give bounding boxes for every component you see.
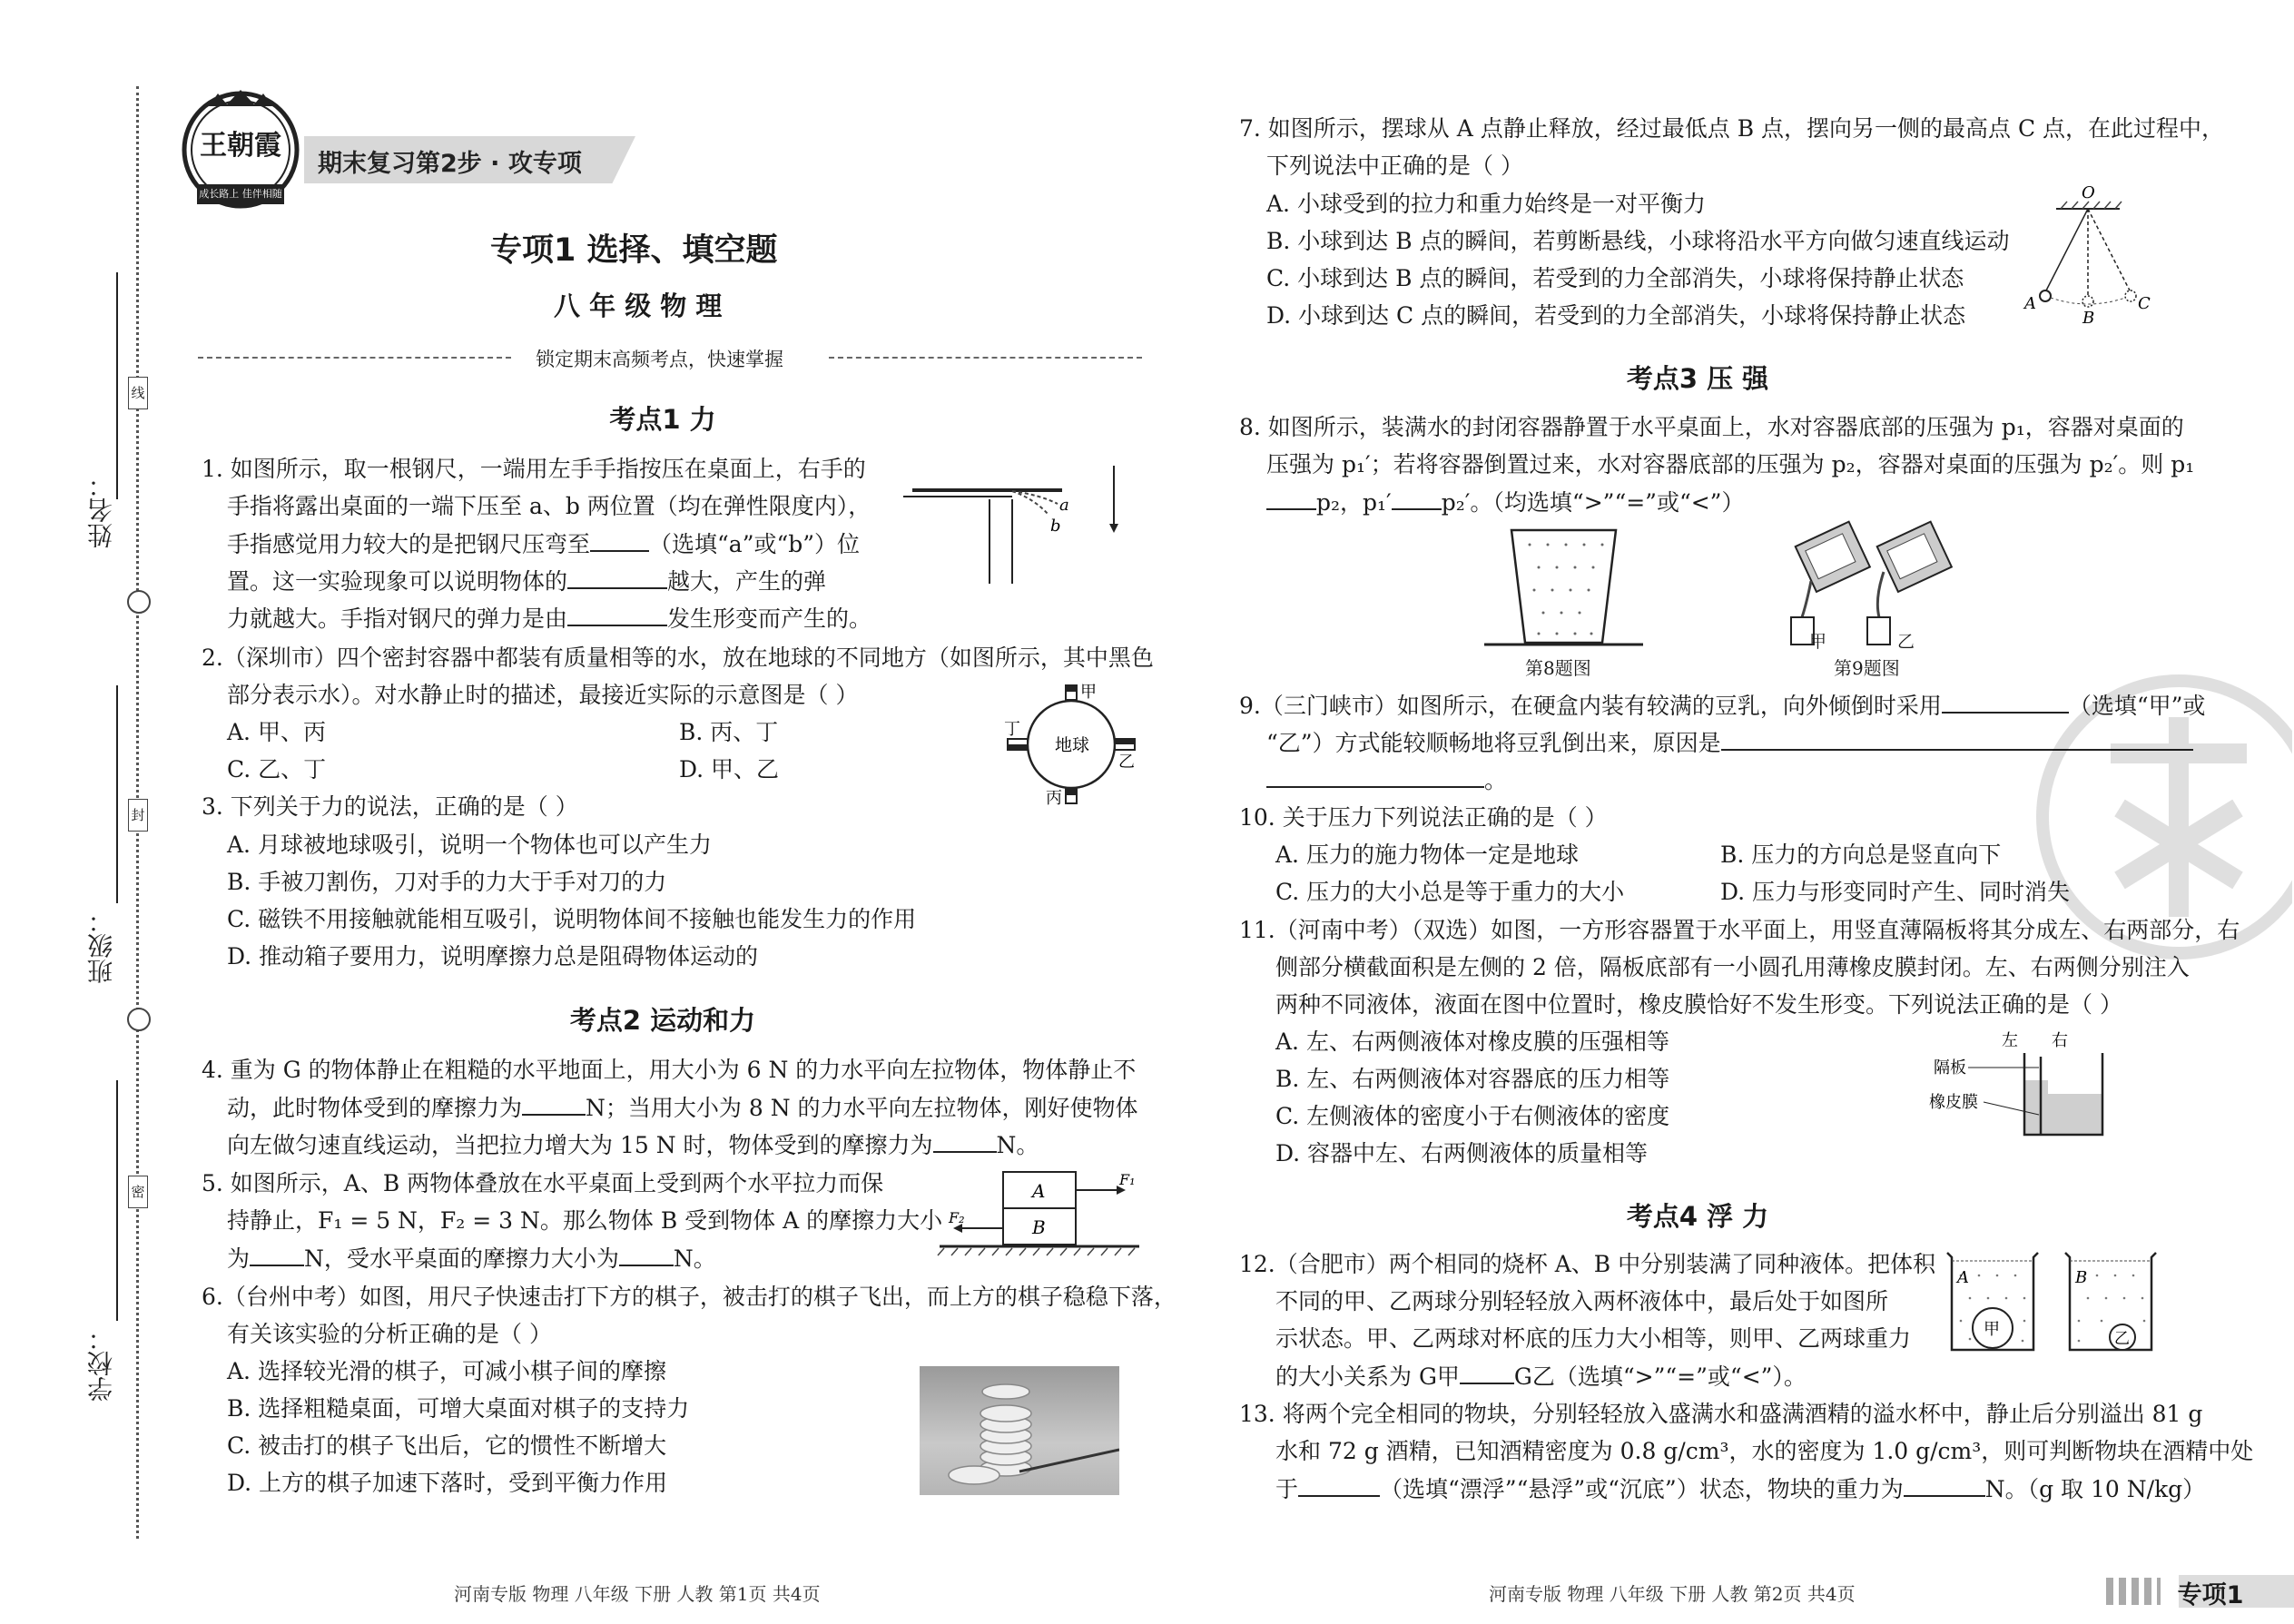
q9-label-yi: 乙: [1897, 632, 1915, 652]
point-o-label: O: [2082, 183, 2095, 202]
q10-line1: 10. 关于压力下列说法正确的是（ ）: [1239, 804, 1608, 831]
footer-tag-marks: [2106, 1578, 2161, 1605]
banner-text: 期末复习第2步 · 攻专项: [318, 150, 582, 178]
q9-line2: “乙”）方式能较顺畅地将豆乳倒出来，原因是: [1266, 723, 2193, 762]
beaker-b-label: B: [2075, 1268, 2088, 1287]
q6-option-b[interactable]: B. 选择粗糙桌面，可增大桌面对棋子的支持力: [227, 1395, 690, 1422]
q13-line2: 水和 72 g 酒精，已知酒精密度为 0.8 g/cm³，水的密度为 1.0 g/cm³，则可判断物块在酒精中处: [1275, 1438, 2254, 1464]
q1-line1: 1. 如图所示，取一根钢尺，一端用左手手指按压在桌面上，右手的: [202, 456, 866, 482]
q2-line1: 2.（深圳市）四个密封容器中都装有质量相等的水，放在地球的不同地方（如图所示，其中黑色: [202, 645, 1154, 671]
q7-option-c[interactable]: C. 小球到达 B 点的瞬间，若受到的力全部消失，小球将保持静止状态: [1266, 265, 1964, 291]
q12-line4: 的大小关系为 G甲 G乙（选填“>”“=”或“<”）。: [1275, 1357, 1807, 1395]
page-title: 专项1 选择、填空题: [490, 232, 778, 269]
q9-line1: 9.（三门峡市）如图所示，在硬盒内装有较满的豆乳，向外倾倒时采用 （选填“甲”或: [1239, 686, 2205, 724]
q1-label-b: b: [1050, 517, 1061, 536]
q3-option-d[interactable]: D. 推动箱子要用力，说明摩擦力总是阻碍物体运动的: [227, 943, 759, 969]
footer-tag: 专项1: [2177, 1581, 2244, 1609]
q10-option-d[interactable]: D. 压力与形变同时产生、同时消失: [1720, 879, 2071, 905]
q11-option-b[interactable]: B. 左、右两侧液体对容器底的压力相等: [1275, 1066, 1670, 1092]
section-title-1: 考点1 力: [609, 404, 716, 435]
q5-line3: 为 N，受水平桌面的摩擦力大小为 N。: [227, 1239, 716, 1277]
q12-line2: 不同的甲、乙两球分别轻轻放入两杯液体中，最后处于如图所: [1275, 1288, 1889, 1314]
school-label: 学校：: [86, 1325, 116, 1402]
beaker-a-label: A: [1957, 1268, 1969, 1287]
q1-line2: 手指将露出桌面的一端下压至 a、b 两位置（均在弹性限度内），: [227, 493, 871, 519]
label-bing: 丙: [1046, 789, 1062, 808]
q9-label-jia: 甲: [1809, 632, 1827, 652]
q7-line1: 7. 如图所示，摆球从 A 点静止释放，经过最低点 B 点，摆向另一侧的最高点 C 点，在此过程中，: [1239, 115, 2225, 142]
footer-right: 河南专版 物理 八年级 下册 人教 第2页 共4页: [1489, 1583, 1856, 1605]
point-b-label: B: [2082, 309, 2095, 327]
q11-option-d[interactable]: D. 容器中左、右两侧液体的质量相等: [1275, 1140, 1649, 1166]
q9-figure-caption: 第9题图: [1834, 657, 1900, 679]
cut-mark-mi: 密: [128, 1176, 148, 1208]
school-line: [116, 1080, 118, 1321]
q11-line1: 11.（河南中考）（双选）如图，一方形容器置于水平面上，用竖直薄隔板将其分成左、右两部分，右: [1239, 917, 2240, 943]
q5-line1: 5. 如图所示，A、B 两物体叠放在水平桌面上受到两个水平拉力而保: [202, 1170, 884, 1196]
q6-chess-photo: [920, 1366, 1119, 1495]
q6-line1: 6.（台州中考）如图，用尺子快速击打下方的棋子，被击打的棋子飞出，而上方的棋子稳稳下落，: [202, 1284, 1177, 1310]
q6-option-c[interactable]: C. 被击打的棋子飞出后，它的惯性不断增大: [227, 1432, 667, 1459]
label-ding: 丁: [1004, 720, 1020, 739]
q9-line3: 。: [1266, 761, 1507, 799]
q1-ruler-figure: [903, 458, 1130, 586]
q12-line1: 12.（合肥市）两个相同的烧杯 A、B 中分别装满了同种液体。把体积: [1239, 1251, 1936, 1277]
board-label: 隔板: [1934, 1058, 1966, 1078]
q7-option-b[interactable]: B. 小球到达 B 点的瞬间，若剪断悬线，小球将沿水平方向做匀速直线运动: [1266, 228, 2010, 254]
q2-option-c[interactable]: C. 乙、丁: [227, 756, 327, 782]
ball-yi-label: 乙: [2114, 1330, 2130, 1348]
point-c-label: C: [2138, 294, 2151, 313]
q2-earth-figure: [999, 676, 1144, 812]
q4-line1: 4. 重为 G 的物体静止在粗糙的水平地面上，用大小为 6 N 的力水平向左拉物体，物体静止不: [202, 1057, 1137, 1083]
f2-label: F₂: [949, 1209, 965, 1226]
q5-blocks-figure: [930, 1165, 1148, 1274]
q7-line2: 下列说法中正确的是（ ）: [1266, 153, 1523, 179]
scissor-icon: [127, 1008, 151, 1031]
q5-line2: 持静止，F₁ = 5 N，F₂ = 3 N。那么物体 B 受到物体 A 的摩擦力大小: [227, 1207, 943, 1234]
section-title-4: 考点4 浮 力: [1626, 1201, 1769, 1232]
q11-option-c[interactable]: C. 左侧液体的密度小于右侧液体的密度: [1275, 1103, 1670, 1129]
label-jia: 甲: [1080, 683, 1097, 702]
q8-line1: 8. 如图所示，装满水的封闭容器静置于水平桌面上，水对容器底部的压强为 p₁，容器对桌面的: [1239, 414, 2184, 440]
q12-beakers-figure: [1943, 1248, 2161, 1357]
q10-option-b[interactable]: B. 压力的方向总是竖直向下: [1720, 842, 2002, 868]
name-line: [116, 272, 118, 499]
label-yi: 乙: [1118, 753, 1135, 772]
cut-mark-feng: 封: [128, 799, 148, 832]
q11-line2: 侧部分横截面积是左侧的 2 倍，隔板底部有一小圆孔用薄橡皮膜封闭。左、右两侧分别注入: [1275, 954, 2190, 980]
q8-line3: p₂，p₁′ p₂′。（均选填“>”“=”或“<”）: [1266, 483, 1744, 521]
q2-line2: 部分表示水）。对水静止时的描述，最接近实际的示意图是（ ）: [227, 682, 859, 708]
q2-option-d[interactable]: D. 甲、乙: [679, 756, 780, 782]
q1-line4: 置。这一实验现象可以说明物体的 越大，产生的弹: [227, 562, 826, 600]
right-label: 右: [2052, 1031, 2068, 1050]
q11-line3: 两种不同液体，液面在图中位置时，橡皮膜恰好不发生形变。下列说法正确的是（ ）: [1275, 991, 2122, 1018]
membrane-label: 橡皮膜: [1929, 1093, 1978, 1112]
q8-figure-caption: 第8题图: [1525, 657, 1591, 679]
q11-option-a[interactable]: A. 左、右两侧液体对橡皮膜的压强相等: [1275, 1029, 1669, 1055]
tagline-rule-right: [829, 357, 1142, 359]
class-line: [116, 685, 118, 903]
q1-line3: 手指感觉用力较大的是把钢尺压弯至 （选填“a”或“b”）位: [227, 525, 860, 563]
q11-container-figure: [1925, 1026, 2106, 1144]
q3-option-a[interactable]: A. 月球被地球吸引，说明一个物体也可以产生力: [227, 832, 712, 858]
q13-line3: 于 （选填“漂浮”“悬浮”或“沉底”）状态，物块的重力为 N。（g 取 10 N/kg）: [1275, 1470, 2205, 1508]
section-title-2: 考点2 运动和力: [569, 1005, 756, 1036]
q10-option-a[interactable]: A. 压力的施力物体一定是地球: [1275, 842, 1579, 868]
q6-line2: 有关该实验的分析正确的是（ ）: [227, 1321, 552, 1347]
q3-option-c[interactable]: C. 磁铁不用接触就能相互吸引，说明物体间不接触也能发生力的作用: [227, 906, 917, 932]
logo-subtext: 成长路上 佳伴相随: [199, 188, 282, 200]
q3-line1: 3. 下列关于力的说法，正确的是（ ）: [202, 793, 578, 820]
ball-jia-label: 甲: [1984, 1320, 2000, 1339]
q12-line3: 示状态。甲、乙两球对杯底的压力大小相等，则甲、乙两球重力: [1275, 1325, 1912, 1352]
q7-option-d[interactable]: D. 小球到达 C 点的瞬间，若受到的力全部消失，小球将保持静止状态: [1266, 302, 1966, 329]
q7-option-a[interactable]: A. 小球受到的拉力和重力始终是一对平衡力: [1266, 191, 1706, 217]
q3-option-b[interactable]: B. 手被刀割伤，刀对手的力大于手对刀的力: [227, 869, 667, 895]
tagline-rule-left: [198, 357, 511, 359]
scissor-icon: [127, 590, 151, 614]
q2-option-a[interactable]: A. 甲、丙: [227, 719, 326, 745]
cut-mark-xian: 线: [128, 377, 148, 409]
tagline: 锁定期末高频考点，快速掌握: [536, 349, 783, 370]
q7-pendulum-figure: [2020, 182, 2156, 327]
q6-option-a[interactable]: A. 选择较光滑的棋子，可减小棋子间的摩擦: [227, 1358, 666, 1384]
earth-label: 地球: [1055, 735, 1090, 755]
block-a-label: A: [1032, 1180, 1046, 1202]
q2-option-b[interactable]: B. 丙、丁: [679, 719, 779, 745]
f1-label: F₁: [1119, 1171, 1136, 1188]
section-title-3: 考点3 压 强: [1626, 363, 1769, 394]
q1-label-a: a: [1059, 496, 1069, 515]
left-label: 左: [2002, 1031, 2018, 1050]
logo-text: 王朝霞: [200, 130, 281, 162]
q8-line2: 压强为 p₁′；若将容器倒置过来，水对容器底部的压强为 p₂，容器对桌面的压强为 p₂′。则 p₁: [1266, 451, 2195, 477]
q1-line5: 力就越大。手指对钢尺的弹力是由 发生形变而产生的。: [227, 599, 871, 637]
name-label: 姓名：: [86, 472, 116, 548]
q6-option-d[interactable]: D. 上方的棋子加速下落时，受到平衡力作用: [227, 1470, 668, 1496]
seal-watermark: [2020, 654, 2292, 980]
q13-line1: 13. 将两个完全相同的物块，分别轻轻放入盛满水和盛满酒精的溢水杯中，静止后分别溢出 81 g: [1239, 1401, 2203, 1427]
page-subtitle: 八 年 级 物 理: [554, 290, 723, 321]
q4-line2: 动，此时物体受到的摩擦力为 N；当用大小为 8 N 的力水平向左拉物体，刚好使物体: [227, 1088, 1138, 1127]
q8-container-figure: [1484, 527, 1643, 649]
block-b-label: B: [1032, 1216, 1046, 1238]
point-a-label: A: [2024, 294, 2036, 313]
class-label: 班级：: [86, 908, 116, 984]
q4-line3: 向左做匀速直线运动，当把拉力增大为 15 N 时，物体受到的摩擦力为 N。: [227, 1126, 1039, 1164]
footer-left: 河南专版 物理 八年级 下册 人教 第1页 共4页: [454, 1583, 821, 1605]
q10-option-c[interactable]: C. 压力的大小总是等于重力的大小: [1275, 879, 1625, 905]
